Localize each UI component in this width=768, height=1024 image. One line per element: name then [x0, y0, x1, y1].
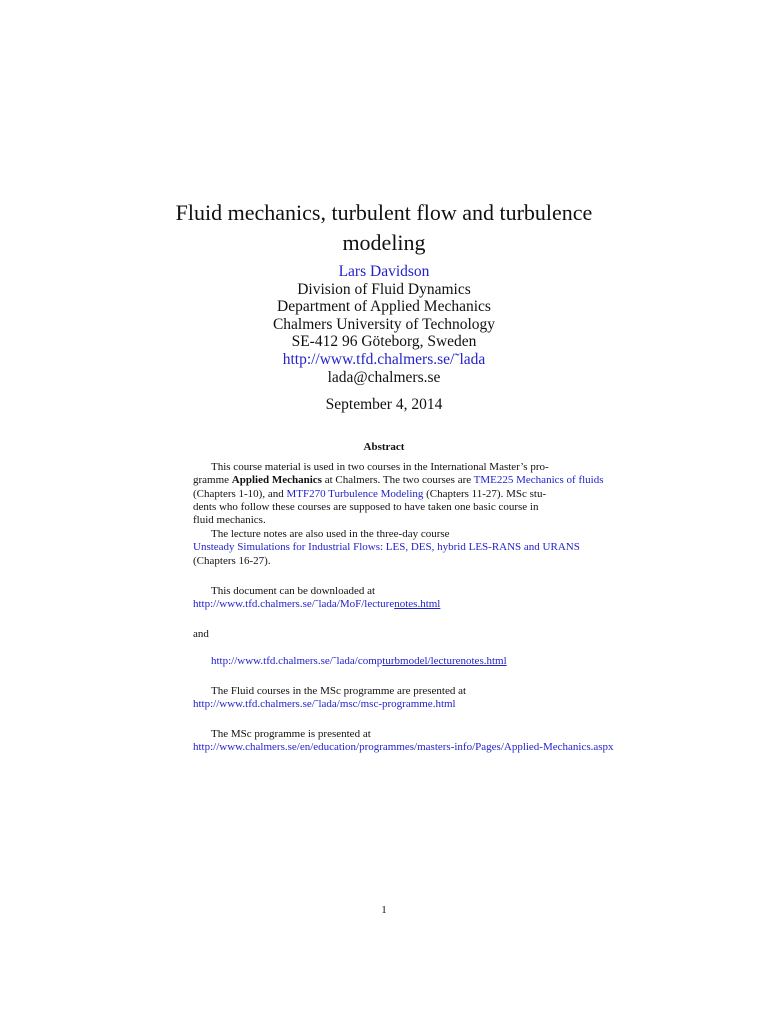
- author-link[interactable]: Lars Davidson: [338, 263, 430, 280]
- p6-line-1: The MSc programme is presented at: [211, 728, 371, 740]
- p1-line-5: fluid mechanics.: [193, 514, 266, 526]
- p1-line-4: dents who follow these courses are supposed to have taken one basic course in: [193, 501, 539, 513]
- link-part: model/lecture: [400, 655, 461, 667]
- p2-line-1: The lecture notes are also used in the three-day course: [211, 528, 450, 540]
- p1-line-3: [193, 488, 546, 501]
- p1-text: (Chapters 1-10), and: [193, 488, 287, 500]
- tme225-link[interactable]: TME225 Mechanics of fluids: [473, 474, 604, 486]
- p3-line-2: [193, 598, 440, 611]
- p1-text: at Chalmers. The two courses are: [321, 474, 474, 486]
- link-part: turb: [382, 655, 401, 667]
- p4-line-1: [211, 655, 507, 668]
- p5-line-1: The Fluid courses in the MSc programme are presented at: [211, 685, 467, 697]
- link-part: http://www.tfd.chalmers.se/˜lada/comp: [211, 655, 383, 667]
- author-block: [0, 263, 768, 386]
- homepage-link[interactable]: http://www.tfd.chalmers.se/˜lada: [282, 350, 486, 368]
- link-part: notes.html: [394, 598, 441, 610]
- comp-turb-model-link[interactable]: [211, 655, 507, 667]
- p2-line-2: [193, 541, 580, 554]
- title-line-1: Fluid mechanics, turbulent flow and turbulence: [175, 200, 593, 225]
- mtf270-link[interactable]: MTF270 Turbulence Modeling: [286, 488, 424, 500]
- chalmers-masters-link[interactable]: http://www.chalmers.se/en/education/programmes/masters-info/Pages/Applied-Mechanics.aspx: [193, 741, 614, 753]
- link-part: notes.html: [460, 655, 507, 667]
- title-line-2: modeling: [342, 230, 426, 255]
- document-title: [0, 198, 768, 258]
- abstract-heading: Abstract: [363, 441, 405, 453]
- page-number: 1: [381, 904, 387, 916]
- link-part: http://www.tfd.chalmers.se/˜lada/MoF/lecture: [193, 598, 395, 610]
- affiliation-line: SE-412 96 Göteborg, Sweden: [291, 333, 477, 351]
- p3-line-1: This document can be downloaded at: [211, 585, 376, 597]
- p1-line-1: This course material is used in two courses in the International Master’s pro-: [211, 461, 549, 473]
- affiliation-line: Department of Applied Mechanics: [277, 298, 491, 316]
- p1-text: (Chapters 11-27). MSc stu-: [423, 488, 547, 500]
- p1-line-2: [193, 474, 604, 487]
- email-text: lada@chalmers.se: [327, 368, 441, 386]
- p2-line-3: (Chapters 16-27).: [193, 555, 271, 567]
- document-date: September 4, 2014: [325, 396, 443, 413]
- p5-line-2: [193, 698, 456, 711]
- p1-bold-programme: Applied Mechanics: [231, 474, 322, 486]
- mof-lecture-notes-link[interactable]: [193, 598, 440, 610]
- p1-text: gramme: [193, 474, 232, 486]
- p6-line-2: [193, 741, 614, 754]
- msc-programme-link[interactable]: http://www.tfd.chalmers.se/˜lada/msc/msc-programme.html: [193, 698, 456, 710]
- affiliation-line: Division of Fluid Dynamics: [297, 280, 471, 298]
- and-text: and: [193, 628, 209, 640]
- unsteady-course-link[interactable]: Unsteady Simulations for Industrial Flows: LES, DES, hybrid LES-RANS and URANS: [193, 541, 580, 553]
- affiliation-line: Chalmers University of Technology: [272, 315, 496, 333]
